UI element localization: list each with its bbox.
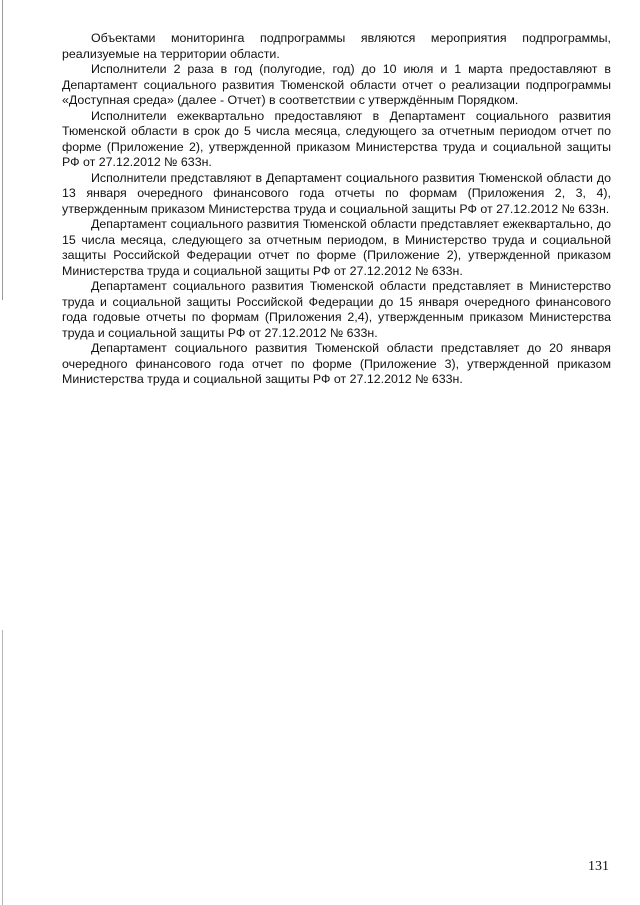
- paragraph-department-quarterly: Департамент социального развития Тюменской области представляет ежеквартально, до 15 числа месяца, следующего за отчетным периодом, в Министерство труда и социальной защиты Российской Федерации отчет по форме (Приложение 2), утвержденной приказом Министерства труда и социальной защиты РФ от 27.12.2012 № 633н.: [62, 217, 611, 278]
- scan-edge-line: [2, 0, 3, 300]
- paragraph-department-annual: Департамент социального развития Тюменской области представляет в Министерство труда и социальной защиты Российской Федерации до 15 января очередного финансового года годовые отчеты по формам (Приложения 2,4), утвержденным приказом Министерства труда и социальной защиты РФ от 27.12.2012 № 633н.: [62, 279, 611, 340]
- body-text: [62, 31, 611, 388]
- page-number: 131: [588, 859, 609, 874]
- paragraph-annual-forms: Исполнители представляют в Департамент социального развития Тюменской области до 13 января очередного финансового года отчеты по формам (Приложения 2, 3, 4), утвержденным приказом Министерства труда и социальной защиты РФ от 27.12.2012 № 633н.: [62, 170, 611, 216]
- scan-edge-line: [2, 630, 3, 905]
- paragraph-quarterly-report: Исполнители ежеквартально предоставляют в Департамент социального развития Тюменской области в срок до 5 числа месяца, следующего за отчетным периодом отчет по форме (Приложение 2), утвержденной приказом Министерства труда и социальной защиты РФ от 27.12.2012 № 633н.: [62, 108, 611, 169]
- paragraph-semiannual-report: Исполнители 2 раза в год (полугодие, год) до 10 июля и 1 марта предоставляют в Департамент социального развития Тюменской области отчет о реализации подпрограммы «Доступная среда» (далее - Отчет) в соответствии с утверждённым Порядком.: [62, 62, 611, 107]
- paragraph-monitoring-objects: Объектами мониторинга подпрограммы являются мероприятия подпрограммы, реализуемые на территории области.: [62, 31, 611, 61]
- paragraph-department-form3: Департамент социального развития Тюменской области представляет до 20 января очередного финансового года отчет по форме (Приложение 3), утвержденной приказом Министерства труда и социальной защиты РФ от 27.12.2012 № 633н.: [62, 341, 611, 386]
